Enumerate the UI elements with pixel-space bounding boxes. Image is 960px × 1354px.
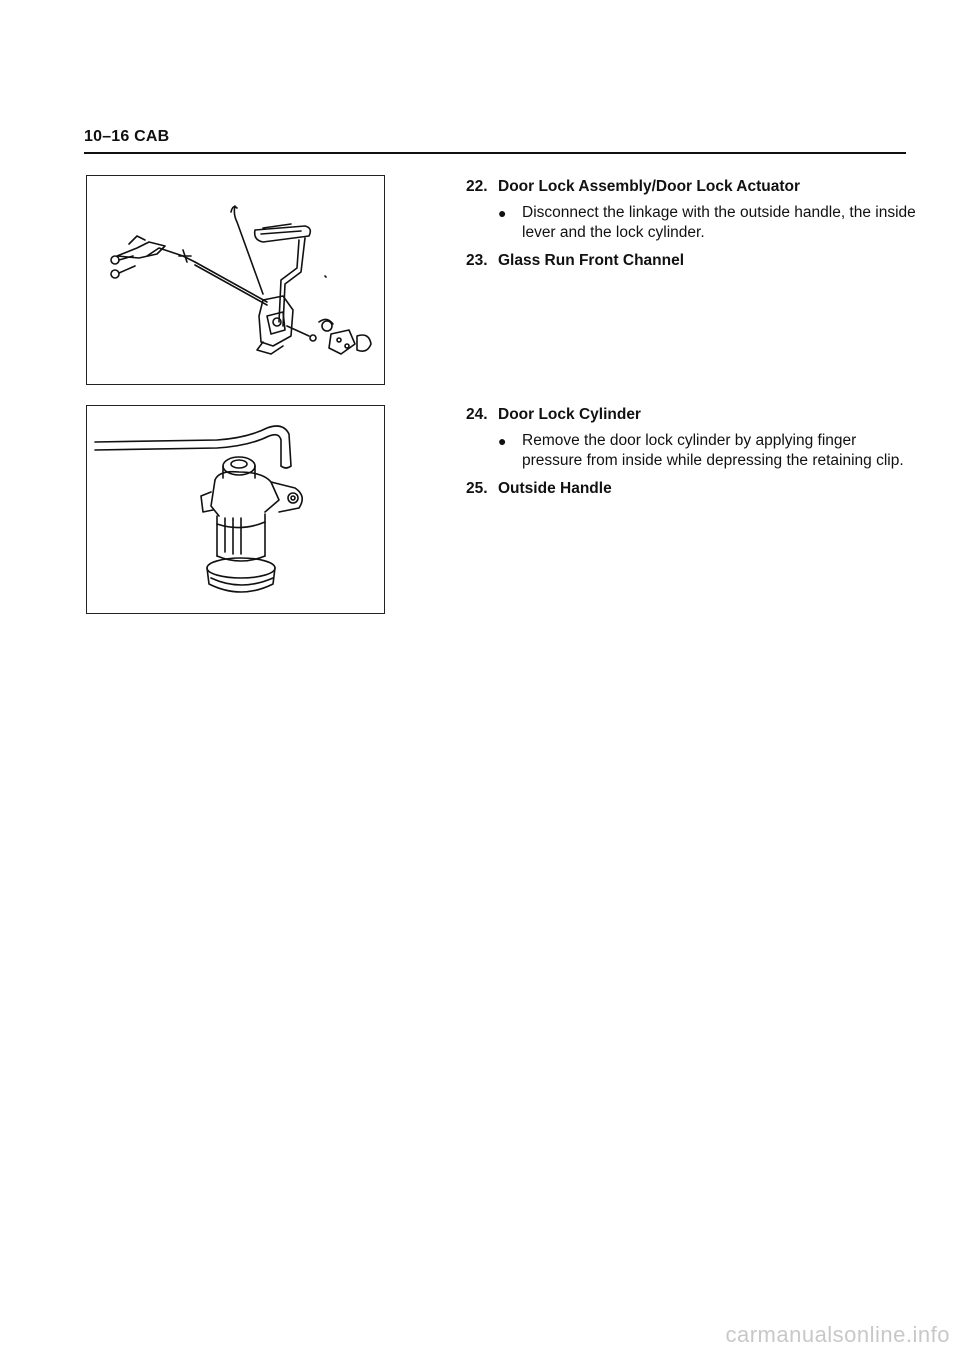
step-number: 23. [466,252,488,269]
step-title: Door Lock Assembly/Door Lock Actuator [498,178,801,195]
step-title: Glass Run Front Channel [498,252,685,269]
watermark-text: carmanualsonline.info [725,1322,950,1347]
step-item [466,176,916,197]
header-divider [84,152,906,154]
door-lock-linkage-figure [86,175,385,385]
step-title: Outside Handle [498,480,612,497]
door-lock-cylinder-illustration [87,406,384,613]
step-item [466,404,916,425]
step-number: 24. [466,406,488,423]
bullet-item [498,203,916,243]
step-item [466,250,916,271]
bullet-icon: ● [498,205,507,221]
step-number: 25. [466,480,488,497]
bullet-text: Disconnect the linkage with the outside handle, the inside lever and the lock cylinder. [522,204,916,241]
door-lock-cylinder-figure [86,405,385,614]
door-lock-linkage-illustration [87,176,384,384]
bullet-item [498,431,916,471]
page-title: 10–16 CAB [84,128,170,145]
step-title: Door Lock Cylinder [498,406,641,423]
bullet-icon: ● [498,433,507,449]
step-number: 22. [466,178,488,195]
bullet-text: Remove the door lock cylinder by applying finger pressure from inside while depressing the retaining clip. [522,432,904,469]
step-item [466,478,916,499]
instruction-section-2 [466,404,916,499]
instruction-section-1 [466,176,916,271]
